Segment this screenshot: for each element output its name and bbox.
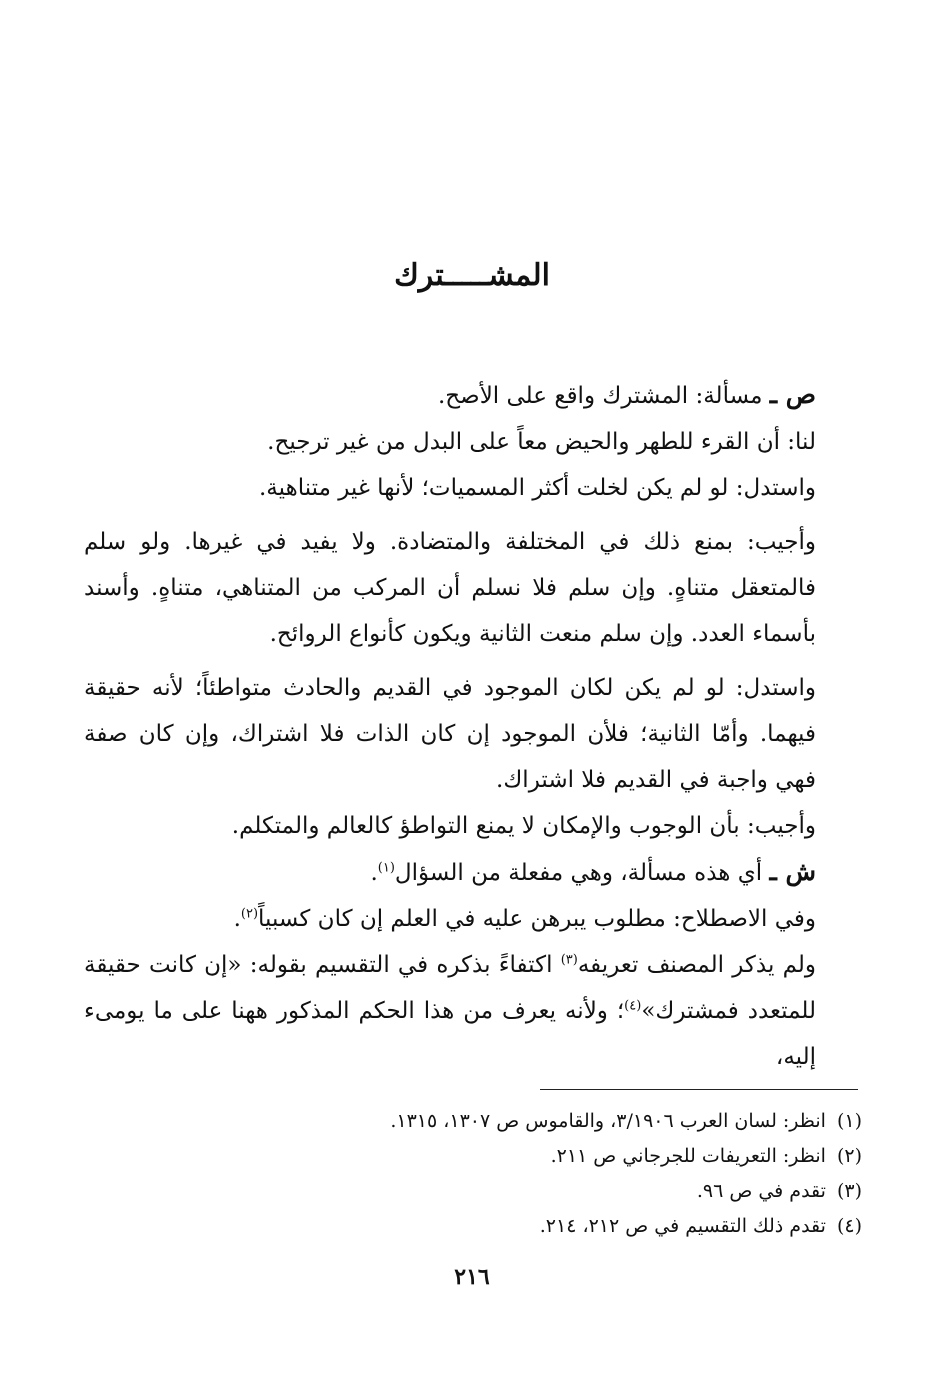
footnote-ref-4[interactable]: (٤) — [624, 998, 642, 1014]
paragraph-7-text-a: أي هذه مسألة، وهي مفعلة من السؤال — [394, 860, 770, 886]
footnote-number: (٤) — [836, 1215, 862, 1237]
footnote-text: انظر: لسان العرب ٣/١٩٠٦، والقاموس ص ١٣٠٧، ١٣١٥. — [390, 1110, 826, 1132]
paragraph-1 — [84, 372, 864, 419]
paragraph-9-text-c: ؛ ولأنه يعرف من هذا الحكم المذكور ههنا على ما يومىء إليه، — [84, 998, 816, 1070]
footnote-1 — [200, 1104, 862, 1139]
paragraph-7 — [84, 849, 864, 896]
footnote-ref-2[interactable]: (٢) — [240, 906, 259, 922]
footnote-ref-3[interactable]: (٣) — [560, 952, 578, 968]
paragraph-7-text-b: . — [370, 860, 378, 886]
paragraph-8 — [84, 896, 864, 942]
paragraph-9-text-b: اكتفاءً بذكره في التقسيم بقوله: «إن كانت حقيقة للمتعدد فمشترك» — [84, 952, 816, 1024]
footnote-number: (٣) — [836, 1180, 862, 1202]
paragraph-9 — [84, 942, 864, 1080]
footnote-text: تقدم ذلك التقسيم في ص ٢١٢، ٢١٤. — [539, 1215, 826, 1237]
footnote-4 — [200, 1209, 862, 1244]
footnote-number: (٢) — [836, 1145, 862, 1167]
footnote-text: انظر: التعريفات للجرجاني ص ٢١١. — [550, 1145, 826, 1167]
footnote-3 — [200, 1174, 862, 1209]
paragraph-9-text-a: ولم يذكر المصنف تعريفه — [577, 952, 816, 978]
footnote-text: تقدم في ص ٩٦. — [696, 1180, 826, 1202]
paragraph-5: واستدل: لو لم يكن لكان الموجود في القديم والحادث متواطئاً؛ لأنه حقيقة فيهما. وأمّا الثانية؛ فلأن الموجود إن كان الذات فلا اشتراك، وإن كان صفة فهي واجبة في القديم فلا اشتراك. — [84, 675, 816, 793]
paragraph-8-text-b: . — [233, 906, 241, 932]
page-number: ٢١٦ — [454, 1264, 490, 1290]
paragraph-4: وأجيب: بمنع ذلك في المختلفة والمتضادة. ولا يفيد في غيرها. ولو سلم فالمتعقل متناهٍ. وإن سلم فلا نسلم أن المركب من المتناهي، متناهٍ. وأسند بأسماء العدد. وإن سلم منعت الثانية ويكون كأنواع الروائح. — [84, 529, 816, 647]
footnote-2 — [200, 1139, 862, 1174]
commentary-marker-shin: ش ـ — [769, 857, 816, 886]
footnote-number: (١) — [836, 1110, 862, 1132]
main-text — [84, 372, 864, 1080]
footnote-ref-1[interactable]: (١) — [377, 860, 395, 876]
text-marker-sad: ص ـ — [769, 380, 816, 409]
footnotes — [200, 1104, 862, 1244]
paragraph-8-text-a: وفي الاصطلاح: مطلوب يبرهن عليه في العلم إن كان كسبياً — [258, 906, 816, 932]
paragraph-3: واستدل: لو لم يكن لخلت أكثر المسميات؛ لأنها غير متناهية. — [258, 475, 816, 501]
paragraph-6: وأجيب: بأن الوجوب والإمكان لا يمنع التواطؤ كالعالم والمتكلم. — [231, 813, 816, 839]
footnote-separator — [540, 1089, 858, 1090]
paragraph-2: لنا: أن القرء للطهر والحيض معاً على البدل من غير ترجيح. — [267, 429, 816, 455]
paragraph-1-text: مسألة: المشترك واقع على الأصح. — [438, 383, 770, 409]
chapter-title: المشـــــترك — [394, 258, 550, 293]
